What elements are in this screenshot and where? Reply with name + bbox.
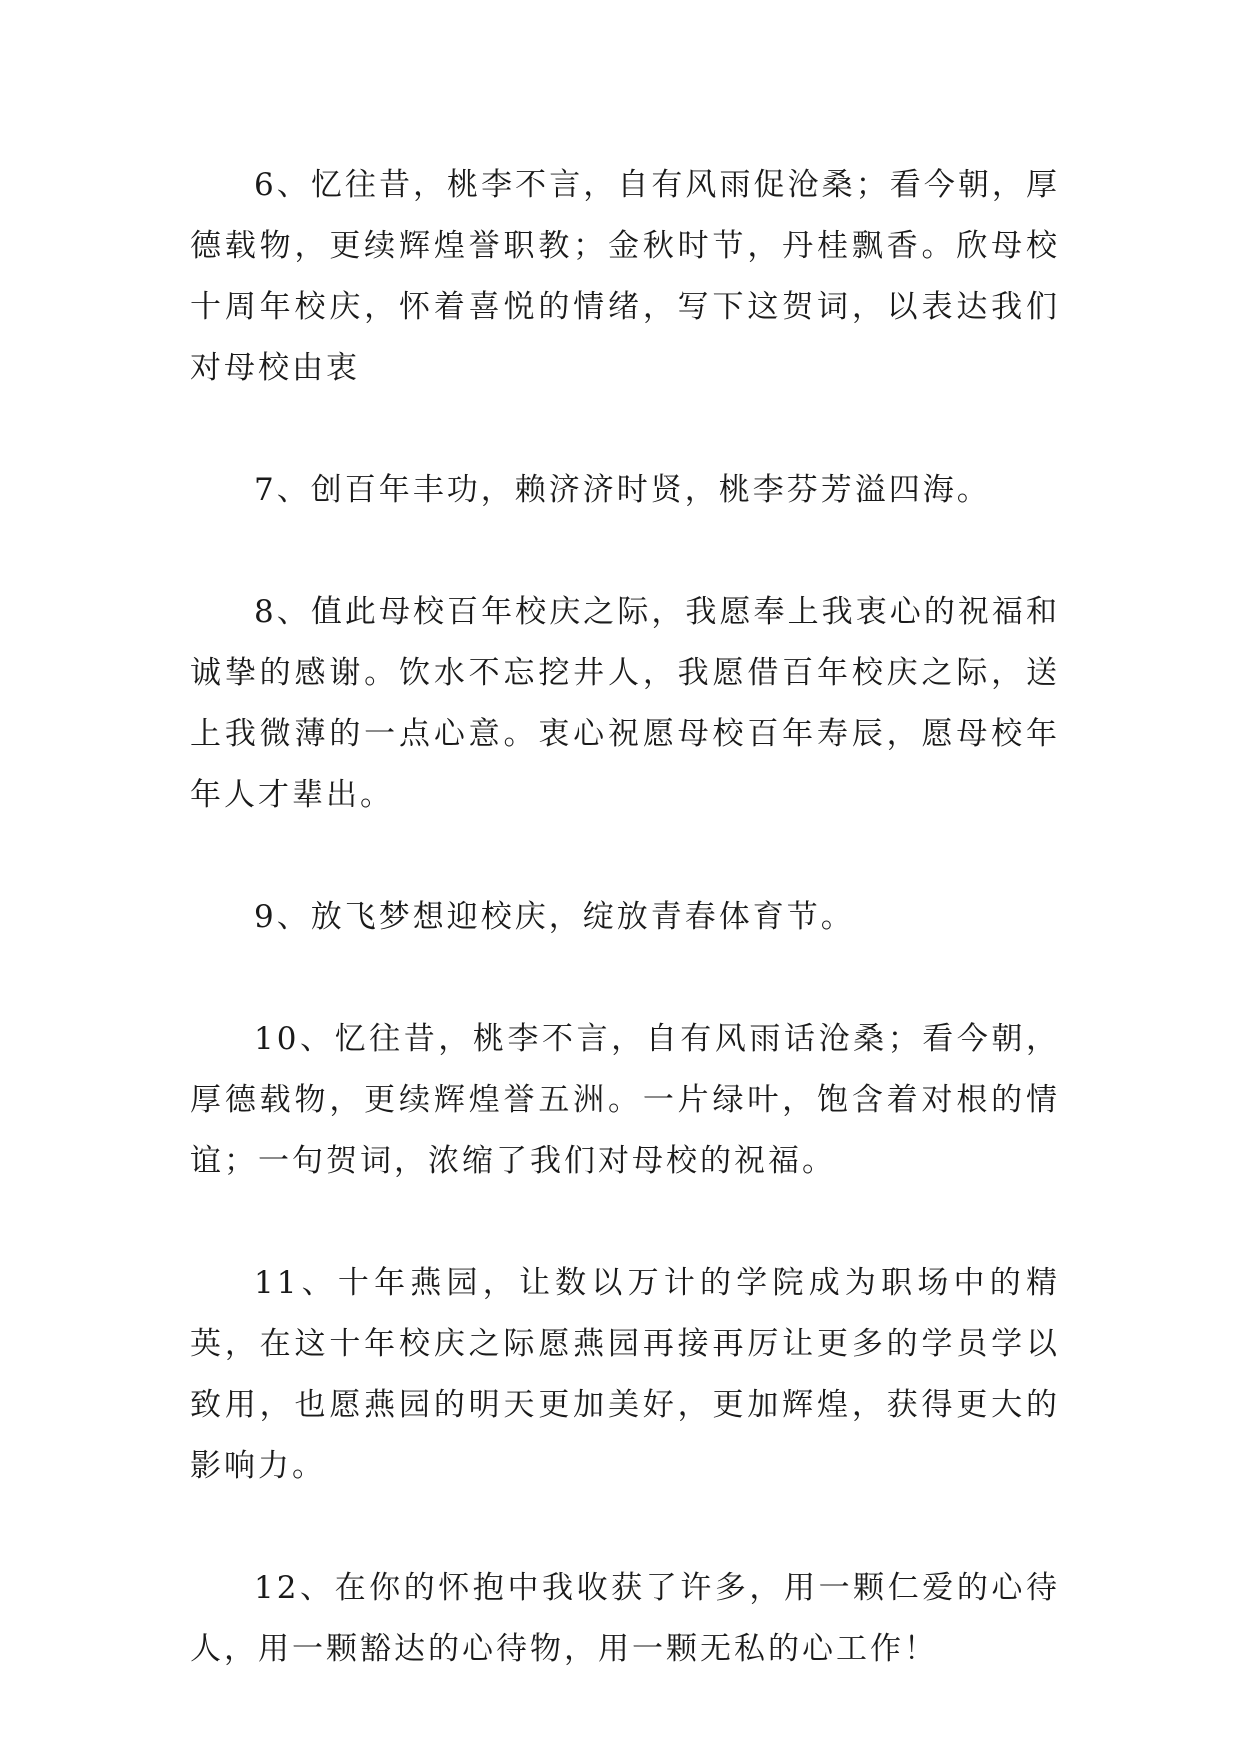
document-body: [190, 155, 1060, 1741]
paragraph-11: 11、十年燕园，让数以万计的学院成为职场中的精英，在这十年校庆之际愿燕园再接再厉让更多的学员学以致用，也愿燕园的明天更加美好，更加辉煌，获得更大的影响力。: [190, 1265, 1060, 1484]
paragraph-8: 8、值此母校百年校庆之际，我愿奉上我衷心的祝福和诚挚的感谢。饮水不忘挖井人，我愿借百年校庆之际，送上我微薄的一点心意。衷心祝愿母校百年寿辰，愿母校年年人才辈出。: [190, 594, 1060, 813]
paragraph-6: 6、忆往昔，桃李不言，自有风雨促沧桑；看今朝，厚德载物，更续辉煌誉职教；金秋时节，丹桂飘香。欣母校十周年校庆，怀着喜悦的情绪，写下这贺词，以表达我们对母校由衷: [190, 167, 1060, 386]
paragraph-9: 9、放飞梦想迎校庆，绽放青春体育节。: [254, 899, 855, 935]
paragraph-7: 7、创百年丰功，赖济济时贤，桃李芬芳溢四海。: [254, 472, 991, 508]
paragraph-10: 10、忆往昔，桃李不言，自有风雨话沧桑；看今朝，厚德载物，更续辉煌誉五洲。一片绿叶，饱含着对根的情谊；一句贺词，浓缩了我们对母校的祝福。: [190, 1021, 1060, 1179]
paragraph-12: 12、在你的怀抱中我收获了许多，用一颗仁爱的心待人，用一颗豁达的心待物，用一颗无私的心工作！: [190, 1570, 1060, 1667]
